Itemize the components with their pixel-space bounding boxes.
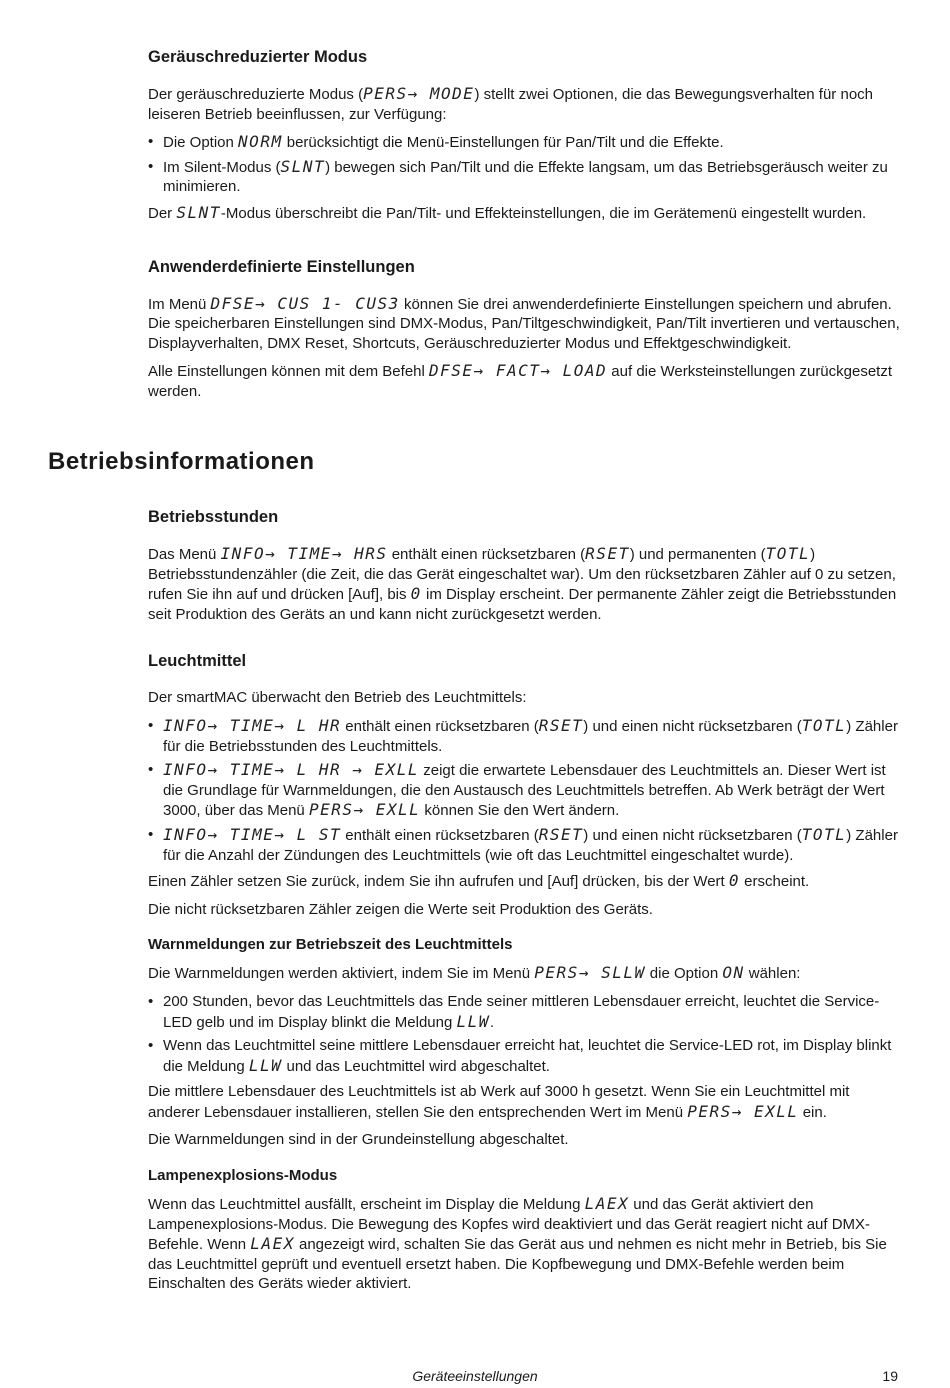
text: im Display erscheint. Der permanente Zähler zeigt die Betriebsstunden seit Produktion des Geräts an und kann nicht zurückgesetzt werden. — [148, 586, 897, 623]
display-code: PERS→ MODE — [363, 84, 475, 103]
page-number: 19 — [882, 1368, 898, 1384]
text: Der — [148, 204, 177, 222]
display-code: RSET — [585, 544, 630, 563]
text: können Sie drei anwenderdefinierte Einstellungen speichern und abrufen. Die speicherbaren Einstellungen sind DMX-Modus, Pan/Tiltgeschwindigkeit, Pan/Tilt invertieren und vertauschen, Displayverhalten, DMX Reset, Shortcuts, Geräuschreduzierter Modus und Effektgeschwindigkeit. — [148, 295, 900, 352]
text: Alle Einstellungen können mit dem Befehl — [148, 363, 430, 381]
paragraph — [148, 203, 900, 224]
paragraph — [148, 1194, 900, 1294]
text: Die Option — [163, 134, 239, 152]
paragraph — [148, 84, 900, 124]
display-code: INFO→ TIME→ HRS — [220, 544, 388, 563]
display-code: PERS→ SLLW — [534, 963, 646, 983]
display-code: RSET — [538, 715, 584, 735]
text: und das Leuchtmittel wird abgeschaltet. — [282, 1057, 550, 1075]
display-code: SLNT — [176, 202, 221, 222]
display-code: LLW — [456, 1011, 490, 1031]
text: enthält einen rücksetzbaren ( — [341, 717, 539, 735]
list-item — [148, 825, 900, 865]
text: berücksichtigt die Menü-Einstellungen für Pan/Tilt und die Effekte. — [282, 134, 724, 152]
heading-geraeuschreduzierter-modus: Geräuschreduzierter Modus — [148, 48, 368, 66]
heading-anwenderdefinierte-einstellungen: Anwenderdefinierte Einstellungen — [148, 257, 415, 276]
upper-content — [148, 46, 900, 410]
list-item — [148, 716, 900, 756]
text: wählen: — [744, 965, 801, 983]
display-code: LAEX — [250, 1234, 295, 1254]
text: enthält einen rücksetzbaren ( — [387, 546, 586, 563]
display-code: PERS→ EXLL — [687, 1101, 799, 1121]
bullet-list — [148, 992, 900, 1076]
bullet-list — [148, 132, 900, 197]
text: Der geräuschreduzierte Modus ( — [148, 86, 364, 103]
bullet-list — [148, 716, 900, 865]
heading-warnmeldungen: Warnmeldungen zur Betriebszeit des Leuchtmittels — [148, 936, 513, 954]
text: angezeigt wird, schalten Sie das Gerät aus und nehmen es nicht mehr in Betrieb, bis Sie das Leuchtmittel geprüft und eventuell ersetzt haben. Die Kopfbewegung und DMX-Befehle werden beim Einschalten des Geräts wieder aktiviert. — [148, 1236, 887, 1293]
text: Wenn das Leuchtmittel seine mittlere Lebensdauer erreicht hat, leuchtet die Service-LED rot, im Display blinkt die Meldung — [163, 1037, 892, 1075]
display-code: RSET — [538, 824, 584, 844]
display-code: NORM — [238, 132, 283, 152]
text: Im Silent-Modus ( — [163, 158, 281, 176]
paragraph — [148, 294, 900, 354]
text: ein. — [798, 1103, 827, 1121]
text: ) und einen nicht rücksetzbaren ( — [583, 717, 802, 735]
text: Im Menü — [148, 295, 211, 313]
list-item — [148, 157, 900, 197]
heading-leuchtmittel: Leuchtmittel — [148, 652, 247, 671]
text: ) und einen nicht rücksetzbaren ( — [583, 826, 802, 844]
text: Wenn das Leuchtmittel ausfällt, erscheint im Display die Meldung — [148, 1196, 585, 1214]
text: ) stellt zwei Optionen, die das Bewegungsverhalten für noch leiseren Betrieb beeinflussen, zur Verfügung: — [148, 86, 873, 123]
list-item — [148, 992, 900, 1032]
paragraph — [148, 871, 900, 892]
paragraph — [148, 963, 900, 984]
text: Das Menü — [148, 546, 221, 563]
text: Einen Zähler setzen Sie zurück, indem Sie ihn aufrufen und [Auf] drücken, bis der Wert — [148, 873, 729, 891]
paragraph: Der smartMAC überwacht den Betrieb des Leuchtmittels: — [148, 689, 527, 707]
footer-chapter-title: Geräteeinstellungen — [412, 1368, 538, 1384]
text: ) Betriebsstundenzähler (die Zeit, die das Gerät eingeschaltet war). Um den rücksetzbaren Zähler auf 0 zu setzen, rufen Sie ihn auf und drücken [Auf], bis — [148, 546, 896, 604]
list-item — [148, 132, 900, 153]
heading-betriebsstunden: Betriebsstunden — [148, 508, 279, 526]
text: . — [489, 1013, 495, 1031]
paragraph — [148, 544, 900, 624]
heading-lampenexplosions-modus: Lampenexplosions-Modus — [148, 1167, 338, 1185]
display-code: LLW — [248, 1055, 283, 1075]
text: ) Zähler für die Anzahl der Zündungen des Leuchtmittels (wie oft das Leuchtmittel eingeschaltet wurde). — [163, 826, 898, 864]
text: 200 Stunden, bevor das Leuchtmittels das Ende seiner mittleren Lebensdauer erreicht, leuchtet die Service-LED gelb und im Display blinkt die Meldung — [163, 992, 880, 1031]
text: ) und permanenten ( — [629, 546, 766, 563]
text: enthält einen rücksetzbaren ( — [341, 826, 539, 844]
display-code: 0 — [410, 584, 422, 604]
display-code: DFSE→ FACT→ LOAD — [429, 361, 608, 381]
paragraph: Die nicht rücksetzbaren Zähler zeigen die Werte seit Produktion des Geräts. — [148, 900, 653, 918]
display-code: INFO→ TIME→ L HR — [163, 715, 342, 735]
text: zeigt die erwartete Lebensdauer des Leuchtmittels an. Dieser Wert ist die Grundlage für Warnmeldungen, die den Austausch des Leuchtmittels betreffen. Ab Werk beträgt der Wert 3000, über das Menü — [163, 762, 886, 820]
text: und das Gerät aktiviert den Lampenexplosions-Modus. Die Bewegung des Kopfes wird deaktiviert und das Gerät reagiert nicht auf DMX-Befehle. Wenn — [148, 1196, 871, 1254]
display-code: INFO→ TIME→ L HR → EXLL — [163, 760, 420, 780]
display-code: DFSE→ CUS 1- CUS3 — [210, 293, 400, 313]
list-item — [148, 1036, 900, 1076]
display-code: TOTL — [765, 544, 811, 563]
section-title: Betriebsinformationen — [48, 448, 315, 475]
text: ) bewegen sich Pan/Tilt und die Effekte langsam, um das Betriebsgeräusch weiter zu minimieren. — [163, 158, 888, 196]
text: erscheint. — [740, 873, 810, 891]
display-code: LAEX — [584, 1194, 630, 1214]
text: -Modus überschreibt die Pan/Tilt- und Effekteinstellungen, die im Gerätemenü eingestellt wurden. — [220, 204, 867, 222]
text: Die Warnmeldungen werden aktiviert, indem Sie im Menü — [148, 965, 535, 983]
display-code: TOTL — [801, 715, 847, 735]
text: die Option — [645, 965, 723, 983]
list-item — [148, 760, 900, 821]
text: Die mittlere Lebensdauer des Leuchtmittels ist ab Werk auf 3000 h gesetzt. Wenn Sie ein Leuchtmittel mit anderer Lebensdauer installieren, stellen Sie den entsprechenden Wert im Menü — [148, 1083, 850, 1121]
display-code: ON — [722, 963, 745, 983]
display-code: SLNT — [280, 156, 326, 176]
display-code: TOTL — [801, 824, 847, 844]
paragraph — [148, 361, 900, 401]
display-code: PERS→ EXLL — [308, 800, 421, 820]
display-code: 0 — [728, 871, 741, 891]
paragraph — [148, 1082, 900, 1122]
paragraph: Die Warnmeldungen sind in der Grundeinstellung abgeschaltet. — [148, 1131, 569, 1149]
text: auf die Werksteinstellungen zurückgesetzt werden. — [148, 363, 893, 400]
lower-content — [148, 506, 900, 1302]
display-code: INFO→ TIME→ L ST — [163, 824, 342, 844]
text: können Sie den Wert ändern. — [420, 802, 620, 820]
text: ) Zähler für die Betriebsstunden des Leuchtmittels. — [163, 717, 898, 755]
